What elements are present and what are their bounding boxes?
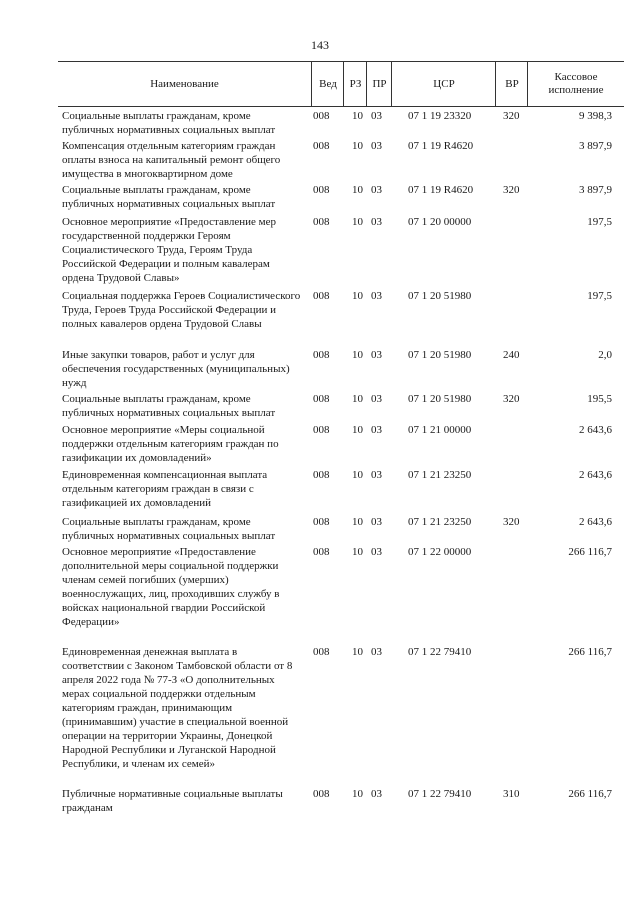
row-vr: 320 (503, 393, 520, 405)
header-vr: ВР (495, 62, 528, 106)
row-rz: 10 (352, 393, 363, 405)
row-pr: 03 (371, 290, 382, 302)
row-pr: 03 (371, 469, 382, 481)
row-ved: 008 (313, 290, 330, 302)
row-ved: 008 (313, 646, 330, 658)
row-rz: 10 (352, 546, 363, 558)
row-csr: 07 1 21 00000 (408, 424, 472, 436)
header-pr: ПР (366, 62, 392, 106)
header-csr: ЦСР (391, 62, 496, 106)
row-vr: 320 (503, 110, 520, 122)
row-amount: 2 643,6 (579, 469, 612, 481)
row-rz: 10 (352, 469, 363, 481)
row-pr: 03 (371, 184, 382, 196)
row-name: Компенсация отдельным категориям граждан оплаты взноса на капитальный ремонт общего имущества в многоквартирном доме (62, 140, 281, 180)
row-pr: 03 (371, 110, 382, 122)
row-csr: 07 1 20 51980 (408, 349, 472, 361)
row-csr: 07 1 21 23250 (408, 469, 472, 481)
row-name: Социальные выплаты гражданам, кроме публичных нормативных социальных выплат (62, 516, 276, 542)
row-amount: 266 116,7 (568, 646, 612, 658)
page-number: 143 (311, 38, 329, 52)
row-rz: 10 (352, 290, 363, 302)
row-vr: 320 (503, 184, 520, 196)
row-pr: 03 (371, 646, 382, 658)
row-ved: 008 (313, 516, 330, 528)
row-pr: 03 (371, 393, 382, 405)
row-ved: 008 (313, 140, 330, 152)
row-amount: 197,5 (587, 290, 612, 302)
header-amount: Кассовое исполнение (527, 62, 624, 106)
row-pr: 03 (371, 349, 382, 361)
row-name: Единовременная денежная выплата в соответствии с Законом Тамбовской области от 8 апреля 2022 года № 77-З «О дополнительных мерах социальной поддержки отдельным категориям граждан, принимающим (принимавшим) участие в специальной военной операции на территории Украины, Донецкой Народной Республики и Луганской Народной Республики, и членам их семей» (62, 646, 293, 770)
row-rz: 10 (352, 646, 363, 658)
row-rz: 10 (352, 788, 363, 800)
row-amount: 3 897,9 (579, 184, 612, 196)
row-name: Единовременная компенсационная выплата отдельным категориям граждан в связи с газификацией их домовладений (62, 469, 268, 509)
row-pr: 03 (371, 546, 382, 558)
row-csr: 07 1 19 R4620 (408, 140, 474, 152)
header-name: Наименование (150, 77, 219, 90)
row-ved: 008 (313, 546, 330, 558)
row-csr: 07 1 21 23250 (408, 516, 472, 528)
row-amount: 266 116,7 (568, 546, 612, 558)
table-header (58, 61, 624, 107)
row-name: Основное мероприятие «Меры социальной поддержки отдельным категориям граждан по газификации их домовладений» (62, 424, 279, 464)
row-rz: 10 (352, 184, 363, 196)
row-rz: 10 (352, 424, 363, 436)
row-name: Иные закупки товаров, работ и услуг для обеспечения государственных (муниципальных) нужд (62, 349, 290, 389)
row-csr: 07 1 22 00000 (408, 546, 472, 558)
row-vr: 240 (503, 349, 520, 361)
row-name: Социальные выплаты гражданам, кроме публичных нормативных социальных выплат (62, 184, 276, 210)
row-ved: 008 (313, 424, 330, 436)
row-ved: 008 (313, 349, 330, 361)
row-amount: 266 116,7 (568, 788, 612, 800)
row-rz: 10 (352, 516, 363, 528)
row-ved: 008 (313, 184, 330, 196)
row-name: Публичные нормативные социальные выплаты гражданам (62, 788, 283, 814)
row-pr: 03 (371, 788, 382, 800)
row-pr: 03 (371, 216, 382, 228)
row-amount: 2 643,6 (579, 424, 612, 436)
header-ved: Вед (311, 62, 344, 106)
row-rz: 10 (352, 349, 363, 361)
row-rz: 10 (352, 140, 363, 152)
row-rz: 10 (352, 216, 363, 228)
row-amount: 2,0 (598, 349, 612, 361)
row-name: Социальные выплаты гражданам, кроме публичных нормативных социальных выплат (62, 110, 276, 136)
row-pr: 03 (371, 516, 382, 528)
row-csr: 07 1 19 R4620 (408, 184, 474, 196)
row-csr: 07 1 20 00000 (408, 216, 472, 228)
row-csr: 07 1 19 23320 (408, 110, 472, 122)
row-name: Социальная поддержка Героев Социалистического Труда, Героев Труда Российской Федерации и полных кавалеров ордена Трудовой Славы (62, 290, 301, 330)
row-csr: 07 1 20 51980 (408, 290, 472, 302)
row-amount: 3 897,9 (579, 140, 612, 152)
row-amount: 2 643,6 (579, 516, 612, 528)
row-pr: 03 (371, 140, 382, 152)
row-name: Основное мероприятие «Предоставление мер государственной поддержки Героям Социалистического Труда, Героям Труда Российской Федерации и полным кавалерам ордена Трудовой Славы» (62, 216, 276, 284)
row-csr: 07 1 20 51980 (408, 393, 472, 405)
row-csr: 07 1 22 79410 (408, 646, 472, 658)
row-ved: 008 (313, 393, 330, 405)
row-vr: 320 (503, 516, 520, 528)
header-rz: РЗ (343, 62, 367, 106)
row-rz: 10 (352, 110, 363, 122)
row-amount: 9 398,3 (579, 110, 612, 122)
row-vr: 310 (503, 788, 520, 800)
row-name: Основное мероприятие «Предоставление дополнительной меры социальной поддержки членам семей погибших (умерших) военнослужащих, лиц, проходивших службу в войсках национальной гвардии Российской Федерации» (62, 546, 280, 628)
row-pr: 03 (371, 424, 382, 436)
row-csr: 07 1 22 79410 (408, 788, 472, 800)
row-ved: 008 (313, 110, 330, 122)
row-name: Социальные выплаты гражданам, кроме публичных нормативных социальных выплат (62, 393, 276, 419)
row-ved: 008 (313, 788, 330, 800)
row-ved: 008 (313, 469, 330, 481)
row-amount: 195,5 (587, 393, 612, 405)
row-ved: 008 (313, 216, 330, 228)
row-amount: 197,5 (587, 216, 612, 228)
